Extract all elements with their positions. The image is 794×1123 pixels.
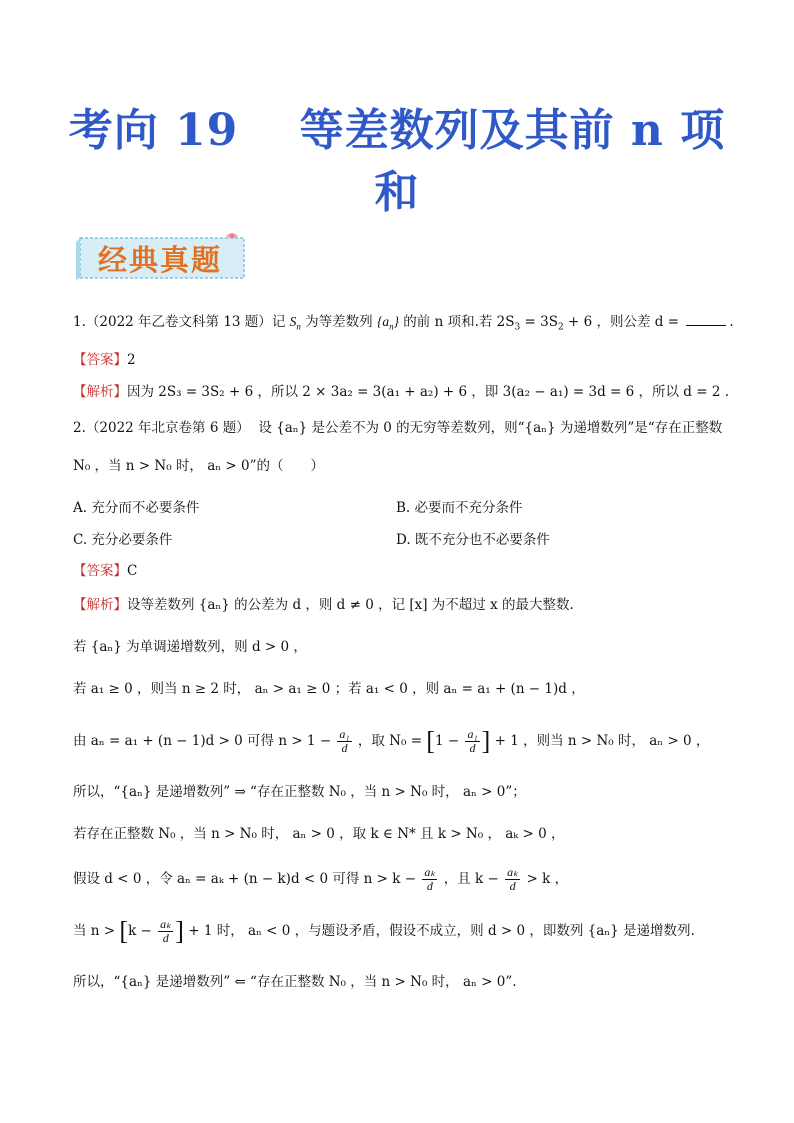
fraction-a1-d xyxy=(337,728,351,755)
q1-stem-b: 为等差数列 xyxy=(300,314,377,330)
explanation-2-line-5: 所以，“{aₙ} 是递增数列” ⇒ “存在正整数 N₀ ，当 n > N₀ 时， aₙ > 0”； xyxy=(73,784,526,800)
floor-bracket-close: ] xyxy=(175,916,184,946)
answer-label: 【答案】 xyxy=(73,563,127,579)
option-c: C. 充分必要条件 xyxy=(73,532,173,548)
q2-stem-line-1: 设 {aₙ} 是公差不为 0 的无穷等差数列，则“{aₙ} 为递增数列”是“存在正整数 xyxy=(258,420,723,436)
explanation-text: 因为 2S₃ = 3S₂ + 6 ，所以 2 × 3a₂ = 3(a₁ + a₂) + 6 ，即 3(a₂ − a₁) = 3d = 6 ，所以 d = 2 . xyxy=(127,384,730,400)
q1-stem-a: 记 xyxy=(271,314,290,330)
page-title xyxy=(60,100,734,224)
fraction-a1-d-2 xyxy=(465,728,479,755)
bracket-content: k − xyxy=(128,923,157,939)
answer-value: C xyxy=(127,563,138,579)
frac-num: a₁ xyxy=(467,727,478,741)
title-line-2: 和 xyxy=(374,167,420,218)
l8-part-a: 当 n > xyxy=(73,923,120,939)
q1-stem-d: = 3S xyxy=(520,314,558,330)
explanation-label: 【解析】 xyxy=(73,597,127,613)
fraction-ak-d-3 xyxy=(158,918,173,945)
explanation-text: 设等差数列 {aₙ} 的公差为 d ，则 d ≠ 0 ，记 [x] 为不超过 x 的最大整数. xyxy=(127,597,574,613)
bracket-content: 1 − xyxy=(434,733,464,749)
option-d: D. 既不充分也不必要条件 xyxy=(396,532,550,548)
frac-den: d xyxy=(426,879,433,893)
fraction-ak-d xyxy=(422,866,437,893)
floor-bracket-open: [ xyxy=(426,726,435,756)
l7-part-b: ，且 k − xyxy=(439,871,504,887)
q1-stem-c: 的前 n 项和.若 2S xyxy=(399,314,515,330)
explanation-2-line-6: 若存在正整数 N₀ ，当 n > N₀ 时， aₙ > 0 ，取 k ∈ N* 且 k > N₀ ， aₖ > 0 ， xyxy=(73,826,565,842)
explanation-2-line-7 xyxy=(73,862,568,896)
answer-value: 2 xyxy=(127,352,136,368)
q2-stem-line-2: N₀ ，当 n > N₀ 时， aₙ > 0”的（ ） xyxy=(73,458,324,474)
question-2-line-1 xyxy=(73,418,722,438)
answer-1 xyxy=(73,350,136,370)
frac-den: d xyxy=(162,931,169,945)
question-1: 1.（2022 年乙卷文科第 13 题）记 $S_n$ 为等差数列 $\{a_n\}$ 的前 n 项和.若 $2S_3 = 3S_2 + 6$ ，则公差 d = . xyxy=(73,314,734,333)
explanation-2-line-2: 若 {aₙ} 为单调递增数列，则 d > 0 ， xyxy=(73,639,307,655)
frac-den: d xyxy=(509,879,516,893)
frac-num: aₖ xyxy=(160,917,172,931)
explanation-2-line-4 xyxy=(73,724,709,759)
answer-label: 【答案】 xyxy=(73,352,127,368)
question-2-line-2 xyxy=(73,456,324,476)
l8-part-b: + 1 时， aₙ < 0 ，与题设矛盾，假设不成立，则 d > 0 ，即数列 {aₙ} 是递增数列. xyxy=(183,923,695,939)
l4-part-a: 由 aₙ = a₁ + (n − 1)d > 0 可得 n > 1 − xyxy=(73,733,336,749)
q2-number: 2. xyxy=(73,420,86,436)
l4-part-c: + 1 ，则当 n > N₀ 时， aₙ > 0 ， xyxy=(490,733,710,749)
frac-den: d xyxy=(469,741,476,755)
explanation-label: 【解析】 xyxy=(73,384,127,400)
title-line-1: 考向 19 等差数列及其前 n 项 xyxy=(68,105,726,156)
answer-2 xyxy=(73,561,137,581)
q1-number: 1. xyxy=(73,314,86,330)
banner-text: 经典真题 xyxy=(98,243,223,277)
explanation-2-line-1 xyxy=(73,595,574,615)
l7-part-c: > k ， xyxy=(522,871,569,887)
explanation-2-line-9: 所以，“{aₙ} 是递增数列” ⇐ “存在正整数 N₀ ，当 n > N₀ 时， aₙ > 0”. xyxy=(73,974,517,990)
floor-bracket-close: ] xyxy=(481,726,491,756)
q1-stem-f: . xyxy=(729,314,734,330)
frac-num: aₖ xyxy=(424,865,436,879)
explanation-2-line-8 xyxy=(73,914,695,949)
l7-part-a: 假设 d < 0 ，令 aₙ = aₖ + (n − k)d < 0 可得 n > k − xyxy=(73,871,421,887)
section-banner xyxy=(76,232,248,282)
option-a: A. 充分而不必要条件 xyxy=(73,500,200,516)
answer-blank xyxy=(686,313,726,326)
floor-bracket-open: [ xyxy=(119,916,129,946)
frac-den: d xyxy=(341,741,348,755)
option-b: B. 必要而不充分条件 xyxy=(396,500,523,516)
q2-source: （2022 年北京卷第 6 题） xyxy=(85,420,250,436)
fraction-ak-d-2 xyxy=(505,866,520,893)
q1-stem-e: + 6 ，则公差 d = xyxy=(563,314,684,330)
explanation-2-line-3: 若 a₁ ≥ 0 ，则当 n ≥ 2 时， aₙ > a₁ ≥ 0 ；若 a₁ < 0 ，则 aₙ = a₁ + (n − 1)d ， xyxy=(73,681,585,697)
l4-part-b: ，取 N₀ = xyxy=(353,733,427,749)
frac-num: a₁ xyxy=(339,727,350,741)
q1-source: （2022 年乙卷文科第 13 题） xyxy=(85,314,272,330)
frac-num: aₖ xyxy=(507,865,519,879)
explanation-1 xyxy=(73,382,729,402)
